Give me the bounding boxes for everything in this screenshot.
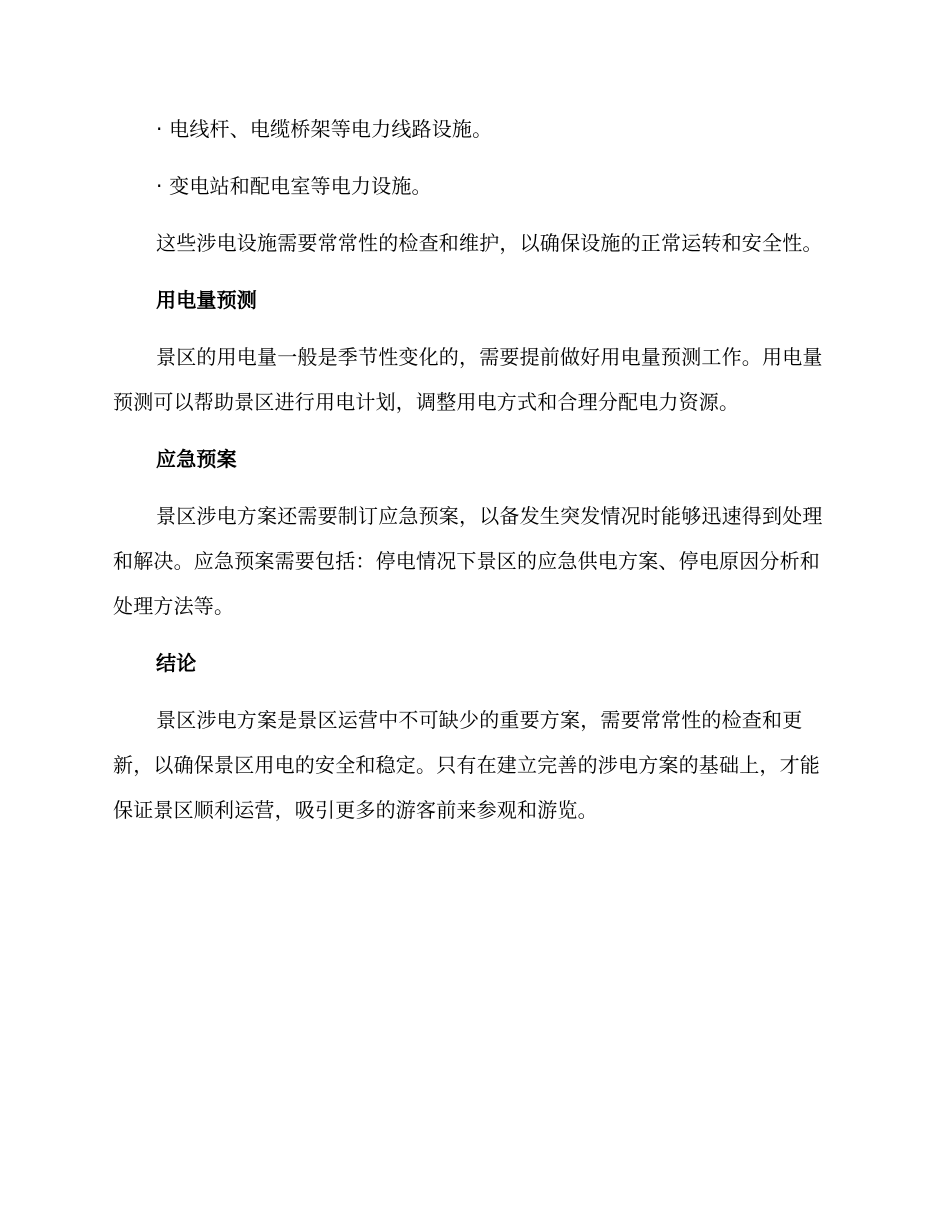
bullet-item-power-lines: · 电线杆、电缆桥架等电力线路设施。	[156, 117, 493, 141]
section-heading-conclusion: 结论	[156, 651, 197, 675]
section-heading-emergency-plan: 应急预案	[156, 447, 237, 471]
intro-paragraph: 这些涉电设施需要常常性的检查和维护，以确保设施的正常运转和安全性。	[156, 231, 823, 255]
section-body-load-forecast: 景区的用电量一般是季节性变化的，需要提前做好用电量预测工作。用电量预测可以帮助景区进行用电计划，调整用电方式和合理分配电力资源。	[113, 345, 823, 414]
section-body-conclusion: 景区涉电方案是景区运营中不可缺少的重要方案，需要常常性的检查和更新，以确保景区用电的安全和稳定。只有在建立完善的涉电方案的基础上，才能保证景区顺利运营，吸引更多的游客前来参观和游览。	[113, 708, 820, 822]
section-body-emergency-plan: 景区涉电方案还需要制订应急预案，以备发生突发情况时能够迅速得到处理和解决。应急预案需要包括：停电情况下景区的应急供电方案、停电原因分析和处理方法等。	[113, 504, 823, 618]
section-heading-load-forecast: 用电量预测	[156, 288, 257, 312]
bullet-item-substations: · 变电站和配电室等电力设施。	[156, 174, 432, 198]
document-content	[113, 107, 833, 845]
